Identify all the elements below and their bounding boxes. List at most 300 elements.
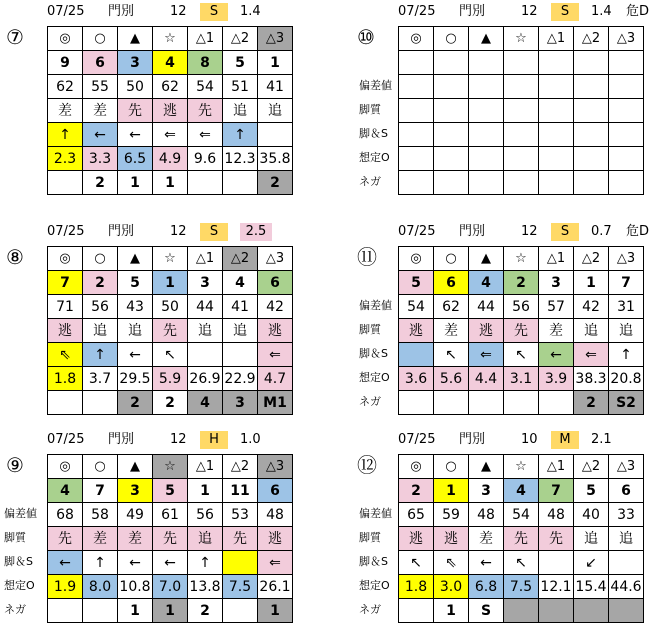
cell-nega: 4 [188, 391, 223, 415]
cell-sym: △2 [574, 247, 609, 271]
cell-nega [539, 391, 574, 415]
cell-style [539, 99, 574, 123]
cell-horse [539, 51, 574, 75]
row-move [399, 343, 644, 367]
cell-style: 逃 [399, 527, 434, 551]
cell-dev: 42 [574, 295, 609, 319]
cell-horse: 6 [434, 271, 469, 295]
cell-nega [574, 171, 609, 195]
cell-dev: 58 [83, 503, 118, 527]
cell-nega [574, 599, 609, 623]
cell-odds: 26.1 [258, 575, 293, 599]
cell-horse: 5 [118, 271, 153, 295]
cell-horse: 7 [48, 271, 83, 295]
cell-nega: 2 [153, 391, 188, 415]
cell-dev: 40 [574, 503, 609, 527]
cell-sym: ○ [434, 27, 469, 51]
track-condition: S [551, 223, 579, 241]
row-nega [399, 599, 644, 623]
race-panel-p12 [351, 428, 661, 628]
cell-style: 逃 [399, 319, 434, 343]
cell-nega [504, 391, 539, 415]
cell-sym: △3 [258, 247, 293, 271]
cell-nega [223, 599, 258, 623]
row-dev [48, 75, 293, 99]
cell-horse: 6 [258, 479, 293, 503]
row-nega [399, 171, 644, 195]
cell-sym: △3 [258, 455, 293, 479]
race-index: 1.4 [240, 4, 261, 19]
cell-sym: △2 [223, 27, 258, 51]
cell-sym: ☆ [504, 247, 539, 271]
cell-style: 先 [153, 527, 188, 551]
cell-dev: 44 [188, 295, 223, 319]
cell-style [574, 99, 609, 123]
race-number: ⑪ [357, 245, 377, 269]
cell-move: ⇐ [153, 123, 188, 147]
cell-move: ← [83, 123, 118, 147]
race-venue: 門別 [108, 224, 135, 239]
cell-odds: 3.9 [539, 367, 574, 391]
cell-move [539, 551, 574, 575]
cell-nega: 1 [118, 599, 153, 623]
cell-sym: △2 [574, 27, 609, 51]
cell-odds: 7.5 [504, 575, 539, 599]
race-date: 07/25 [398, 4, 436, 19]
cell-nega: 1 [118, 171, 153, 195]
row-label: ネガ [359, 603, 381, 616]
runner-count: 12 [521, 224, 538, 239]
cell-dev [609, 75, 644, 99]
cell-horse: 3 [469, 479, 504, 503]
cell-dev: 68 [48, 503, 83, 527]
cell-odds: 20.8 [609, 367, 644, 391]
row-label: 偏差値 [4, 507, 37, 520]
race-panel-p7 [0, 0, 310, 200]
cell-odds: 12.3 [223, 147, 258, 171]
danger-flag: 危D [626, 4, 650, 19]
cell-nega [223, 171, 258, 195]
cell-dev: 56 [188, 503, 223, 527]
cell-horse [609, 51, 644, 75]
cell-style: 逃 [469, 319, 504, 343]
cell-horse: 9 [48, 51, 83, 75]
race-date: 07/25 [398, 224, 436, 239]
cell-move [609, 551, 644, 575]
cell-nega [399, 171, 434, 195]
cell-style [609, 99, 644, 123]
cell-nega [399, 599, 434, 623]
row-odds [48, 367, 293, 391]
cell-dev: 48 [258, 503, 293, 527]
cell-sym: △2 [223, 455, 258, 479]
cell-sym: △3 [258, 27, 293, 51]
cell-style: 追 [609, 319, 644, 343]
cell-horse: 8 [188, 51, 223, 75]
cell-sym: △1 [539, 247, 574, 271]
cell-sym: ◎ [399, 455, 434, 479]
row-sym [399, 455, 644, 479]
cell-horse: 6 [609, 479, 644, 503]
row-odds [399, 367, 644, 391]
row-style [48, 99, 293, 123]
cell-odds [504, 147, 539, 171]
track-condition: H [200, 431, 228, 449]
row-odds [48, 147, 293, 171]
race-index: 1.0 [240, 432, 261, 447]
cell-dev: 48 [539, 503, 574, 527]
cell-horse: 1 [258, 51, 293, 75]
cell-sym: △3 [609, 455, 644, 479]
cell-odds: 8.0 [83, 575, 118, 599]
cell-style [399, 99, 434, 123]
cell-dev: 42 [258, 295, 293, 319]
cell-dev: 43 [118, 295, 153, 319]
cell-nega: S [469, 599, 504, 623]
race-index: 2.5 [240, 223, 272, 241]
row-label: 脚質 [359, 531, 381, 544]
cell-style: 先 [188, 99, 223, 123]
cell-horse [504, 51, 539, 75]
row-dev [48, 503, 293, 527]
row-style [399, 527, 644, 551]
row-odds [399, 147, 644, 171]
cell-move: ← [118, 343, 153, 367]
cell-nega: 1 [434, 599, 469, 623]
cell-nega [469, 391, 504, 415]
race-venue: 門別 [108, 4, 135, 19]
row-label: 想定O [359, 371, 390, 384]
cell-style: 先 [539, 527, 574, 551]
race-venue: 門別 [108, 432, 135, 447]
row-horse [48, 479, 293, 503]
cell-nega [48, 599, 83, 623]
cell-style: 先 [504, 319, 539, 343]
cell-sym: ☆ [153, 455, 188, 479]
cell-move: ↖ [399, 551, 434, 575]
cell-odds: 1.8 [399, 575, 434, 599]
row-dev [48, 295, 293, 319]
cell-style: 追 [574, 527, 609, 551]
cell-nega: S2 [609, 391, 644, 415]
race-panel-p11 [351, 220, 661, 420]
cell-odds: 1.8 [48, 367, 83, 391]
cell-nega [48, 391, 83, 415]
cell-horse: 1 [153, 271, 188, 295]
cell-style: 先 [153, 319, 188, 343]
cell-move [609, 123, 644, 147]
row-label: ネガ [359, 395, 381, 408]
cell-odds: 13.8 [188, 575, 223, 599]
cell-horse: 11 [223, 479, 258, 503]
cell-sym: △3 [609, 247, 644, 271]
cell-nega: 1 [258, 599, 293, 623]
cell-sym: △2 [574, 455, 609, 479]
cell-sym: ◎ [48, 247, 83, 271]
cell-nega [539, 171, 574, 195]
cell-sym: △2 [223, 247, 258, 271]
cell-style: 追 [223, 319, 258, 343]
cell-dev [469, 75, 504, 99]
cell-dev: 55 [83, 75, 118, 99]
cell-move: ↑ [188, 551, 223, 575]
cell-horse: 2 [399, 479, 434, 503]
cell-horse: 3 [539, 271, 574, 295]
cell-nega [504, 599, 539, 623]
cell-odds: 7.5 [223, 575, 258, 599]
cell-move: ← [118, 123, 153, 147]
prediction-grid [398, 246, 644, 415]
cell-style: 差 [48, 99, 83, 123]
cell-odds: 9.6 [188, 147, 223, 171]
cell-dev: 54 [188, 75, 223, 99]
cell-move: ⇐ [574, 343, 609, 367]
cell-dev: 56 [83, 295, 118, 319]
cell-dev: 56 [504, 295, 539, 319]
cell-dev: 48 [469, 503, 504, 527]
cell-sym: ▲ [118, 27, 153, 51]
cell-odds: 6.8 [469, 575, 504, 599]
cell-horse: 6 [83, 51, 118, 75]
row-horse [48, 51, 293, 75]
cell-style: 逃 [258, 319, 293, 343]
cell-odds [574, 147, 609, 171]
cell-move: ← [153, 551, 188, 575]
cell-odds: 26.9 [188, 367, 223, 391]
race-venue: 門別 [459, 224, 486, 239]
cell-horse: 1 [574, 271, 609, 295]
cell-odds: 2.3 [48, 147, 83, 171]
cell-horse: 5 [399, 271, 434, 295]
row-dev [399, 75, 644, 99]
cell-dev: 49 [118, 503, 153, 527]
track-condition: S [200, 3, 228, 21]
race-number: ⑩ [357, 25, 375, 49]
cell-dev [539, 75, 574, 99]
cell-horse: 3 [118, 51, 153, 75]
cell-dev [399, 75, 434, 99]
row-horse [399, 51, 644, 75]
row-label: 想定O [4, 579, 35, 592]
race-date: 07/25 [47, 432, 85, 447]
cell-sym: ☆ [153, 27, 188, 51]
cell-horse [399, 51, 434, 75]
cell-odds: 35.8 [258, 147, 293, 171]
cell-dev [574, 75, 609, 99]
cell-odds: 4.7 [258, 367, 293, 391]
cell-dev: 57 [539, 295, 574, 319]
cell-sym: △3 [609, 27, 644, 51]
row-label: 脚＆S [359, 347, 388, 360]
race-index: 1.4 [591, 4, 612, 19]
cell-odds: 5.6 [434, 367, 469, 391]
cell-style: 先 [223, 527, 258, 551]
row-horse [48, 271, 293, 295]
cell-move: ↙ [574, 551, 609, 575]
row-label: 脚＆S [4, 555, 33, 568]
cell-nega [469, 171, 504, 195]
race-date: 07/25 [398, 432, 436, 447]
cell-odds: 3.7 [83, 367, 118, 391]
cell-move: ⇐ [188, 123, 223, 147]
cell-odds [609, 147, 644, 171]
cell-horse: 7 [609, 271, 644, 295]
cell-sym: ◎ [48, 27, 83, 51]
cell-style: 追 [188, 319, 223, 343]
cell-style: 差 [118, 527, 153, 551]
cell-nega [48, 171, 83, 195]
cell-sym: ○ [83, 247, 118, 271]
prediction-grid [47, 454, 293, 623]
race-header [351, 0, 661, 24]
cell-odds: 4.9 [153, 147, 188, 171]
row-sym [399, 27, 644, 51]
cell-move: ⇖ [434, 551, 469, 575]
cell-odds: 3.6 [399, 367, 434, 391]
cell-dev: 51 [223, 75, 258, 99]
race-header [351, 220, 661, 244]
cell-nega [188, 171, 223, 195]
cell-move [399, 123, 434, 147]
row-move [399, 551, 644, 575]
race-panel-p9 [0, 428, 310, 628]
row-label: 偏差値 [359, 79, 392, 92]
cell-style [434, 99, 469, 123]
row-odds [399, 575, 644, 599]
race-header [0, 428, 310, 452]
cell-move [258, 123, 293, 147]
cell-style: 追 [83, 319, 118, 343]
row-move [48, 551, 293, 575]
row-horse [399, 479, 644, 503]
cell-dev: 53 [223, 503, 258, 527]
cell-style: 逃 [153, 99, 188, 123]
cell-dev: 61 [153, 503, 188, 527]
cell-style: 逃 [434, 527, 469, 551]
track-condition: S [551, 3, 579, 21]
cell-sym: ◎ [399, 247, 434, 271]
cell-sym: △1 [539, 27, 574, 51]
cell-horse: 5 [223, 51, 258, 75]
cell-horse: 7 [539, 479, 574, 503]
cell-move [469, 123, 504, 147]
cell-odds [399, 147, 434, 171]
prediction-grid [47, 26, 293, 195]
cell-move: ← [48, 551, 83, 575]
cell-move [504, 123, 539, 147]
cell-sym: ○ [83, 27, 118, 51]
cell-move: ⇖ [48, 343, 83, 367]
row-move [48, 123, 293, 147]
row-style [399, 319, 644, 343]
race-venue: 門別 [459, 432, 486, 447]
cell-odds [469, 147, 504, 171]
cell-style [469, 99, 504, 123]
cell-move: ⇐ [469, 343, 504, 367]
race-date: 07/25 [47, 4, 85, 19]
race-venue: 門別 [459, 4, 486, 19]
row-label: 脚質 [4, 531, 26, 544]
row-label: 脚質 [359, 323, 381, 336]
cell-style: 先 [118, 99, 153, 123]
race-number: ⑧ [6, 245, 24, 269]
row-label: 想定O [359, 151, 390, 164]
cell-horse: 1 [434, 479, 469, 503]
cell-dev: 50 [153, 295, 188, 319]
cell-sym: △1 [188, 27, 223, 51]
race-date: 07/25 [47, 224, 85, 239]
cell-odds: 1.9 [48, 575, 83, 599]
cell-style: 追 [609, 527, 644, 551]
cell-sym: ☆ [504, 27, 539, 51]
cell-style: 追 [258, 99, 293, 123]
race-header [0, 0, 310, 24]
cell-dev: 62 [153, 75, 188, 99]
cell-dev: 54 [399, 295, 434, 319]
cell-nega [504, 171, 539, 195]
cell-nega [539, 599, 574, 623]
cell-sym: ▲ [118, 455, 153, 479]
cell-sym: ☆ [504, 455, 539, 479]
race-number: ⑫ [357, 453, 377, 477]
cell-dev: 31 [609, 295, 644, 319]
prediction-grid [398, 454, 644, 623]
cell-odds: 7.0 [153, 575, 188, 599]
cell-style: 差 [83, 99, 118, 123]
cell-move [574, 123, 609, 147]
cell-move: ← [539, 343, 574, 367]
row-label: 脚＆S [359, 127, 388, 140]
cell-sym: ○ [434, 247, 469, 271]
cell-odds: 5.9 [153, 367, 188, 391]
row-sym [48, 247, 293, 271]
row-label: ネガ [4, 603, 26, 616]
cell-dev: 54 [504, 503, 539, 527]
cell-horse [469, 51, 504, 75]
cell-odds: 15.4 [574, 575, 609, 599]
cell-dev: 62 [48, 75, 83, 99]
cell-sym: ◎ [48, 455, 83, 479]
cell-move: ⇐ [258, 343, 293, 367]
row-nega [48, 171, 293, 195]
cell-sym: ▲ [469, 455, 504, 479]
cell-nega [434, 171, 469, 195]
cell-dev [434, 75, 469, 99]
row-sym [48, 455, 293, 479]
cell-move: ↑ [83, 551, 118, 575]
cell-dev: 62 [434, 295, 469, 319]
race-number: ⑨ [6, 453, 24, 477]
runner-count: 12 [170, 224, 187, 239]
cell-horse: 3 [188, 271, 223, 295]
cell-dev: 65 [399, 503, 434, 527]
track-condition: S [200, 223, 228, 241]
cell-odds: 12.1 [539, 575, 574, 599]
cell-nega: M1 [258, 391, 293, 415]
cell-dev: 41 [258, 75, 293, 99]
row-label: ネガ [359, 175, 381, 188]
row-sym [48, 27, 293, 51]
cell-sym: ◎ [399, 27, 434, 51]
cell-style: 追 [574, 319, 609, 343]
cell-style: 差 [83, 527, 118, 551]
cell-odds: 38.3 [574, 367, 609, 391]
cell-horse: 7 [83, 479, 118, 503]
race-index: 0.7 [591, 224, 612, 239]
runner-count: 12 [521, 4, 538, 19]
race-header [0, 220, 310, 244]
danger-flag: 危D [626, 224, 650, 239]
